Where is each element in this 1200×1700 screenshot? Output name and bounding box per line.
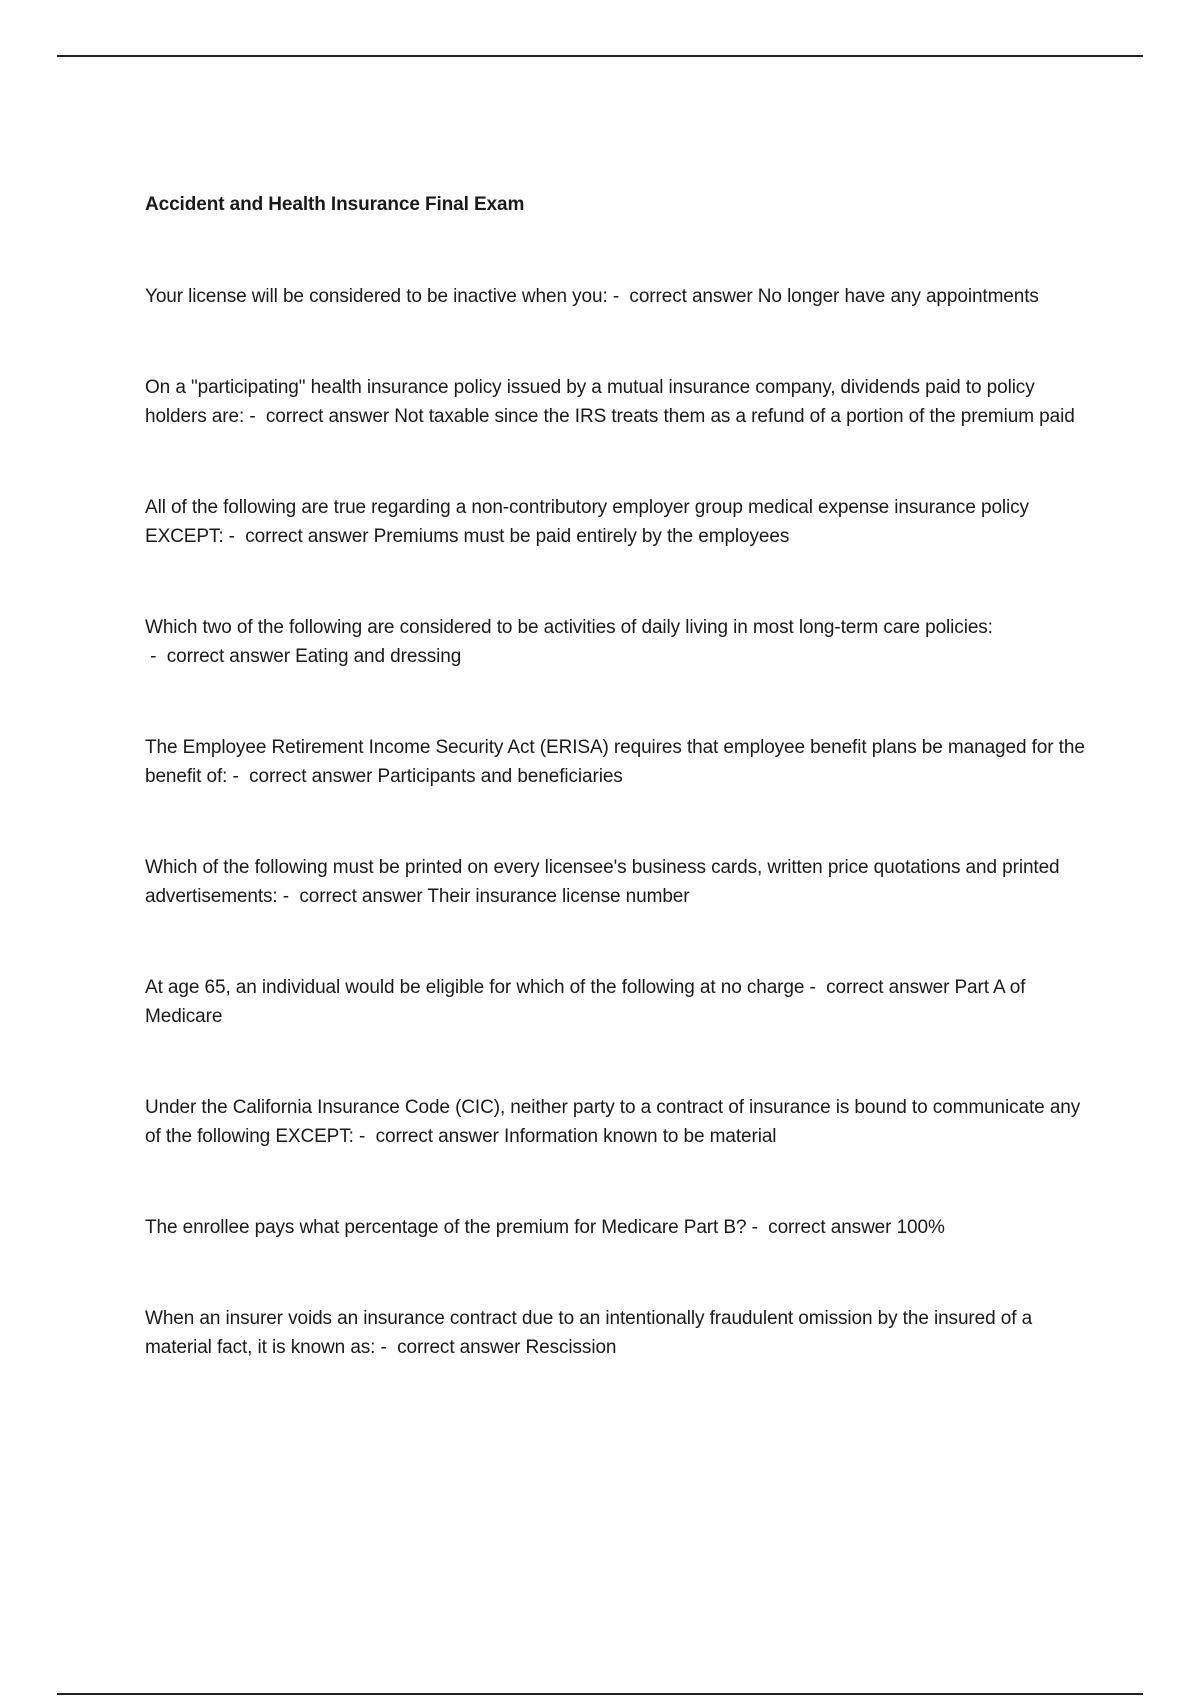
answer-text: Eating and dressing: [295, 646, 462, 667]
qa-item: [145, 493, 1090, 551]
answer-text: Their insurance license number: [427, 886, 690, 907]
answer-separator: - correct answer: [227, 766, 378, 787]
answer-text: Not taxable since the IRS treats them as a refund of a portion of the premium paid: [394, 406, 1075, 427]
question-text: All of the following are true regarding a non-contributory employer group medical expense insurance policy EXCEPT:: [145, 497, 1029, 547]
answer-text: Information known to be material: [503, 1126, 777, 1147]
qa-item: [145, 373, 1090, 431]
qa-item: [145, 973, 1090, 1031]
qa-item: [145, 282, 1090, 311]
answer-text: No longer have any appointments: [757, 286, 1039, 307]
question-text: Which two of the following are considered to be activities of daily living in most long-term care policies:: [145, 617, 993, 638]
qa-item: [145, 1213, 1090, 1242]
question-text: When an insurer voids an insurance contract due to an intentionally fraudulent omission by the insured of a material fact, it is known as:: [145, 1308, 1033, 1358]
answer-separator: - correct answer: [746, 1217, 897, 1238]
qa-list: [145, 282, 1090, 1362]
document-body: [145, 192, 1090, 1362]
question-text: At age 65, an individual would be eligible for which of the following at no charge: [145, 977, 805, 998]
question-text: The Employee Retirement Income Security Act (ERISA) requires that employee benefit plans be managed for the benefit of:: [145, 737, 1085, 787]
answer-text: Rescission: [525, 1337, 617, 1358]
answer-separator: - correct answer: [375, 1337, 526, 1358]
answer-separator: - correct answer: [223, 526, 374, 547]
qa-item: [145, 1093, 1090, 1151]
answer-separator: - correct answer: [607, 286, 758, 307]
question-text: Under the California Insurance Code (CIC), neither party to a contract of insurance is bound to communicate any of the following EXCEPT:: [145, 1097, 1081, 1147]
qa-item: [145, 853, 1090, 911]
answer-text: Premiums must be paid entirely by the employees: [373, 526, 790, 547]
question-text: The enrollee pays what percentage of the premium for Medicare Part B?: [145, 1217, 747, 1238]
document-title: Accident and Health Insurance Final Exam: [145, 194, 525, 215]
qa-item: [145, 733, 1090, 791]
answer-separator: - correct answer: [145, 646, 296, 667]
bottom-rule: [57, 1693, 1143, 1695]
question-text: Your license will be considered to be inactive when you:: [145, 286, 608, 307]
answer-separator: - correct answer: [244, 406, 395, 427]
answer-separator: - correct answer: [277, 886, 428, 907]
qa-item: [145, 1304, 1090, 1362]
answer-separator: - correct answer: [804, 977, 955, 998]
top-rule: [57, 55, 1143, 57]
answer-text: Part A of Medicare: [145, 977, 1026, 1027]
answer-separator: - correct answer: [353, 1126, 504, 1147]
qa-item: [145, 613, 1090, 671]
question-text: Which of the following must be printed on every licensee's business cards, written price quotations and printed advertisements:: [145, 857, 1060, 907]
question-text: On a "participating" health insurance policy issued by a mutual insurance company, dividends paid to policy holders are:: [145, 377, 1035, 427]
answer-text: Participants and beneficiaries: [377, 766, 623, 787]
answer-text: 100%: [896, 1217, 945, 1238]
